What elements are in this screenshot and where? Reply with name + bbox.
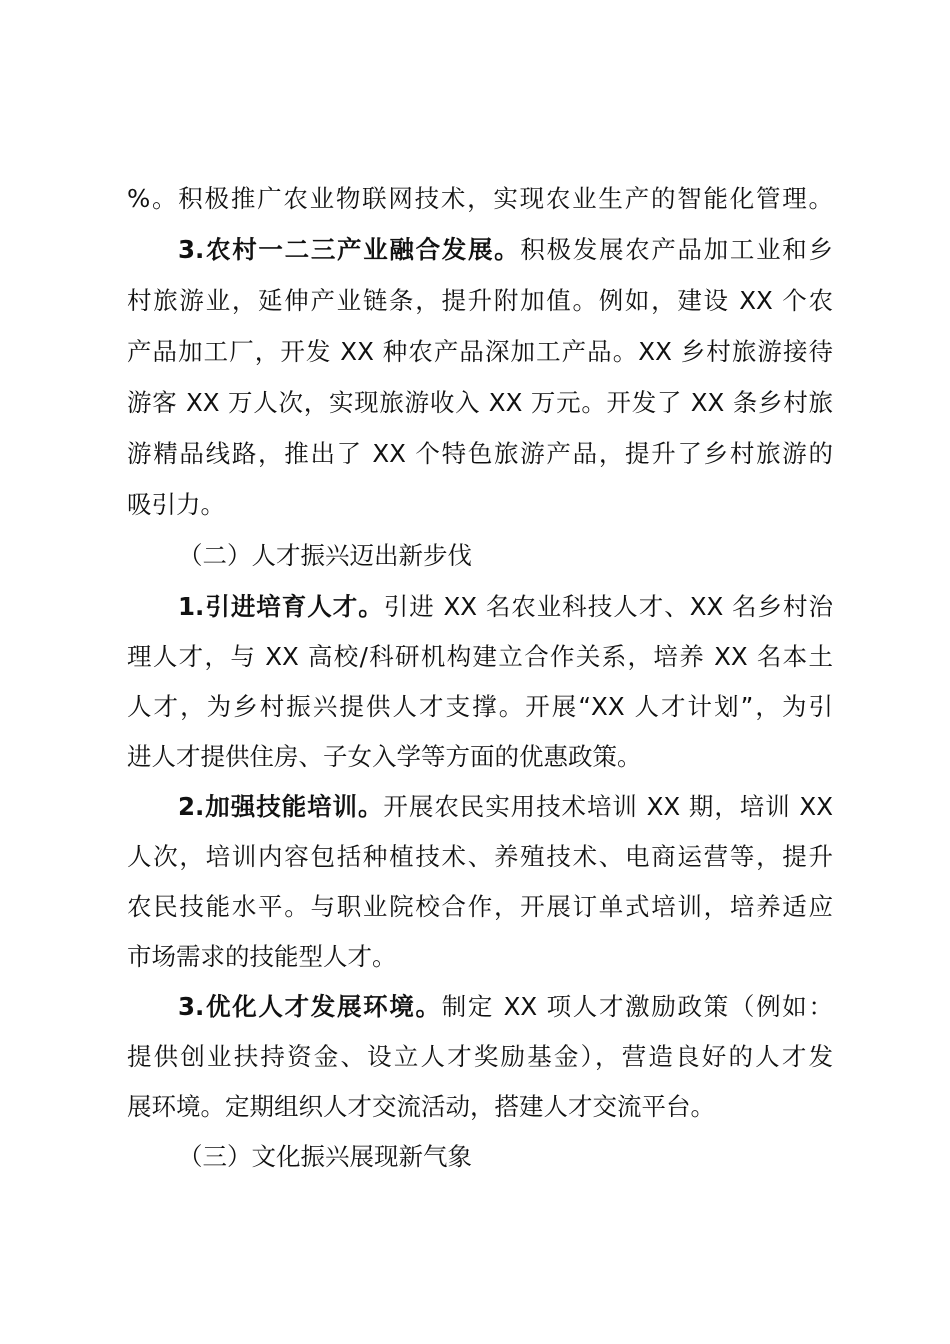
paragraph-text: 制定 XX 项人才激励政策（例如： <box>441 992 833 1021</box>
text-line: 理人才，与 XX 高校/科研机构建立合作关系，培养 XX 名本土 <box>127 642 833 671</box>
section-heading: （二）人才振兴迈出新步伐 <box>178 541 472 570</box>
text-line <box>127 181 833 217</box>
text-line: 进人才提供住房、子女入学等方面的优惠政策。 <box>127 742 642 771</box>
paragraph-text: 积极发展农产品加工业和乡 <box>520 235 834 264</box>
paragraph-lead: 3.优化人才发展环境。 <box>178 992 442 1021</box>
text-line: 游客 XX 万人次，实现旅游收入 XX 万元。开发了 XX 条乡村旅 <box>127 388 833 417</box>
text-line: 村旅游业，延伸产业链条，提升附加值。例如，建设 XX 个农 <box>127 286 833 315</box>
text-line: 游精品线路，推出了 XX 个特色旅游产品，提升了乡村旅游的 <box>127 439 833 468</box>
paragraph-text: 引进 XX 名农业科技人才、XX 名乡村治 <box>383 592 833 621</box>
text-line-content: %。积极推广农业物联网技术，实现农业生产的智能化管理。 <box>127 184 833 213</box>
section-heading: （三）文化振兴展现新气象 <box>178 1142 472 1171</box>
paragraph-first-line <box>178 589 833 625</box>
text-line: 展环境。定期组织人才交流活动，搭建人才交流平台。 <box>127 1092 715 1121</box>
paragraph-lead: 2.加强技能培训。 <box>178 792 384 821</box>
paragraph-first-line <box>178 789 833 825</box>
text-line: 农民技能水平。与职业院校合作，开展订单式培训，培养适应 <box>127 892 833 921</box>
text-line: 人次，培训内容包括种植技术、养殖技术、电商运营等，提升 <box>127 842 833 871</box>
paragraph-lead: 3.农村一二三产业融合发展。 <box>178 235 521 264</box>
text-line: 吸引力。 <box>127 490 225 519</box>
text-line: 市场需求的技能型人才。 <box>127 942 397 971</box>
paragraph-first-line <box>178 232 833 268</box>
paragraph-text: 开展农民实用技术培训 XX 期，培训 XX <box>383 792 833 821</box>
paragraph-lead: 1.引进培育人才。 <box>178 592 384 621</box>
text-line: 人才，为乡村振兴提供人才支撑。开展“XX 人才计划”，为引 <box>127 692 833 721</box>
text-line: 提供创业扶持资金、设立人才奖励基金），营造良好的人才发 <box>127 1042 833 1071</box>
paragraph-first-line <box>178 989 833 1025</box>
text-line: 产品加工厂，开发 XX 种农产品深加工产品。XX 乡村旅游接待 <box>127 337 833 366</box>
